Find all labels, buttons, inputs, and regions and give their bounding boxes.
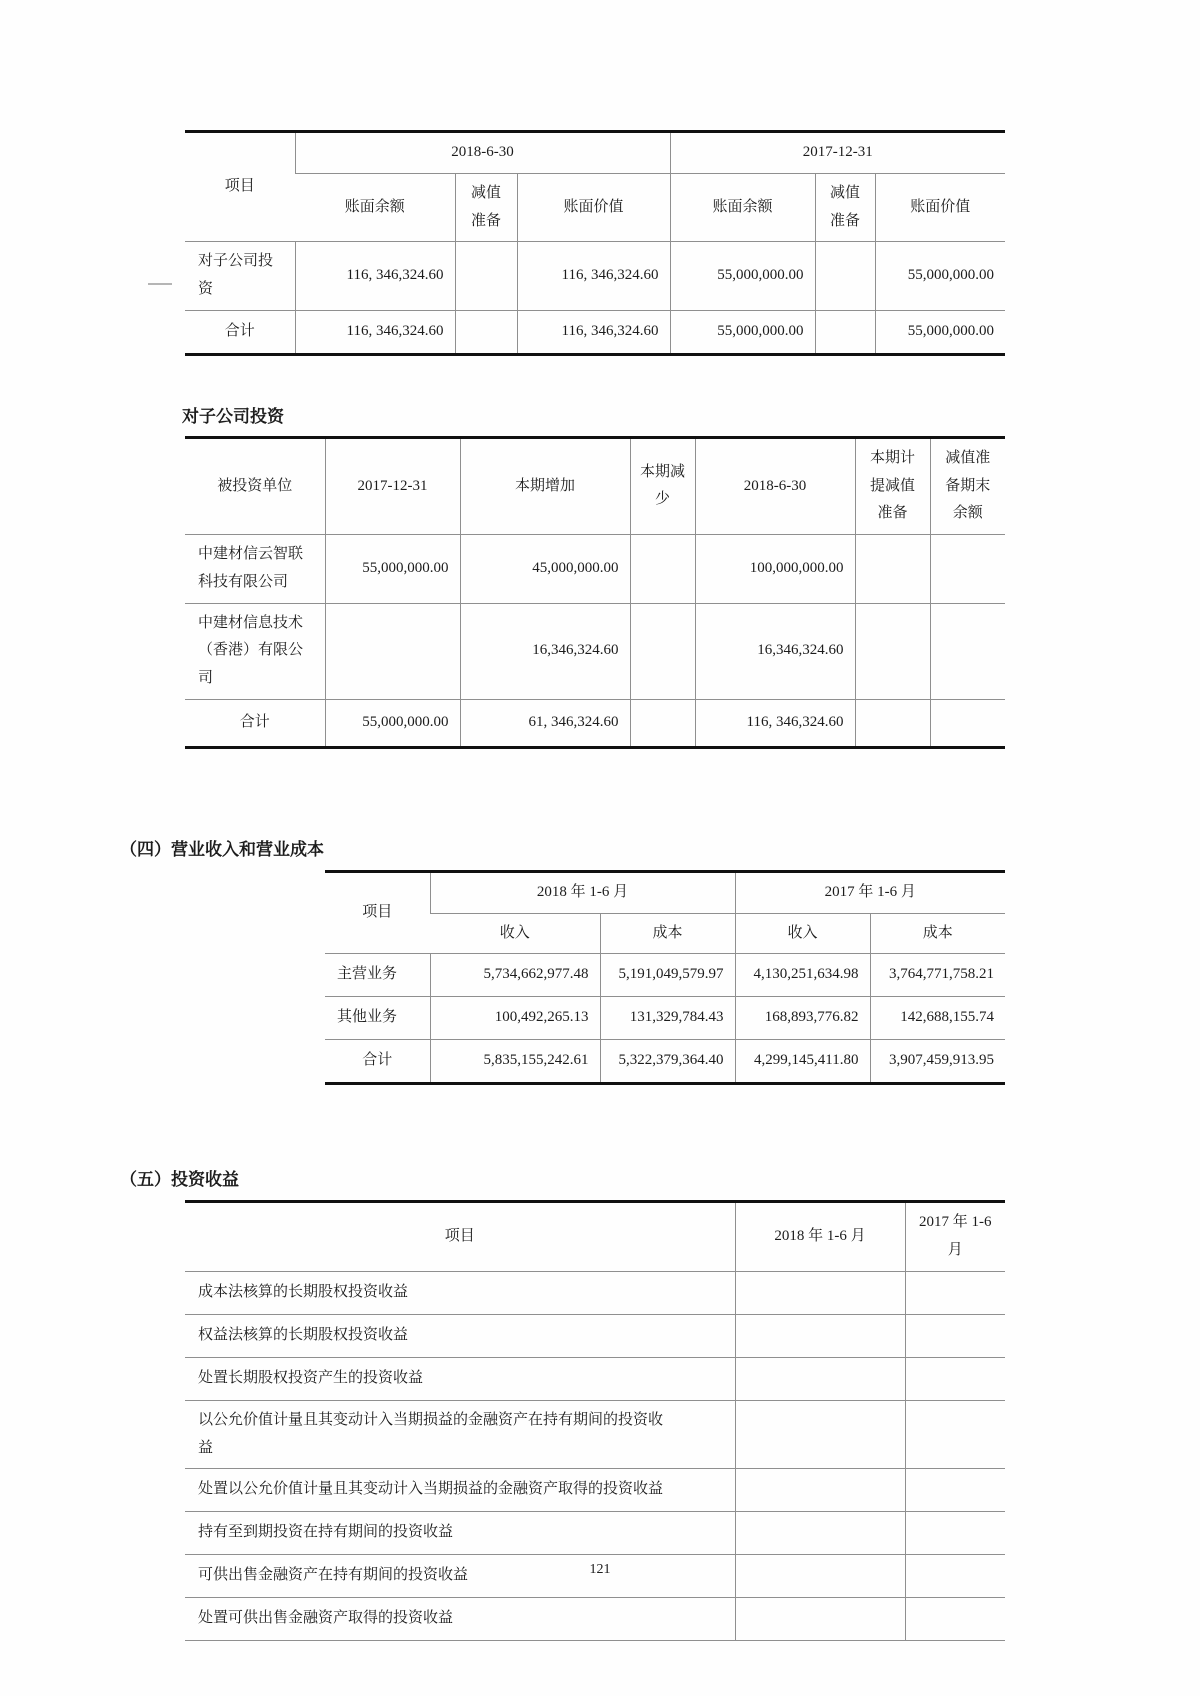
column-header-cost: 成本 bbox=[870, 913, 1005, 954]
column-header-provision-end: 减值准备期末余额 bbox=[930, 437, 1005, 534]
table-header-row bbox=[325, 871, 1005, 913]
table-row bbox=[185, 242, 1005, 311]
column-header-period-2018: 2018 年 1-6 月 bbox=[430, 871, 735, 913]
value-cell: 100,000,000.00 bbox=[695, 535, 855, 604]
row-label: 主营业务 bbox=[325, 954, 430, 997]
value-cell bbox=[905, 1357, 1005, 1400]
table-header-row bbox=[185, 132, 1005, 174]
value-cell: 55,000,000.00 bbox=[875, 310, 1005, 354]
value-cell: 55,000,000.00 bbox=[875, 242, 1005, 311]
table-row bbox=[185, 603, 1005, 699]
value-cell bbox=[630, 535, 695, 604]
value-cell: 55,000,000.00 bbox=[670, 242, 815, 311]
row-label: 成本法核算的长期股权投资收益 bbox=[185, 1271, 735, 1314]
row-label: 合计 bbox=[325, 1040, 430, 1084]
scan-artifact-dash bbox=[148, 283, 172, 285]
value-cell bbox=[855, 535, 930, 604]
table-row bbox=[185, 1357, 1005, 1400]
column-header-period-2017: 2017 年 1-6 月 bbox=[905, 1202, 1005, 1272]
value-cell bbox=[735, 1400, 905, 1469]
value-cell: 116, 346,324.60 bbox=[295, 242, 455, 311]
value-cell bbox=[815, 310, 875, 354]
table-row bbox=[185, 1400, 1005, 1469]
value-cell: 16,346,324.60 bbox=[460, 603, 630, 699]
page-number: 121 bbox=[589, 1562, 611, 1577]
row-label: 可供出售金融资产在持有期间的投资收益 bbox=[185, 1555, 735, 1598]
value-cell: 116, 346,324.60 bbox=[517, 310, 670, 354]
value-cell bbox=[735, 1271, 905, 1314]
value-cell bbox=[455, 310, 517, 354]
value-cell: 55,000,000.00 bbox=[670, 310, 815, 354]
value-cell bbox=[735, 1512, 905, 1555]
column-header-book-balance: 账面余额 bbox=[670, 173, 815, 242]
value-cell bbox=[855, 699, 930, 747]
table-subheader-row bbox=[185, 173, 1005, 242]
table-row bbox=[325, 954, 1005, 997]
value-cell bbox=[905, 1598, 1005, 1641]
value-cell bbox=[930, 603, 1005, 699]
value-cell: 5,734,662,977.48 bbox=[430, 954, 600, 997]
row-label: 中建材信息技术（香港）有限公司 bbox=[185, 603, 325, 699]
value-cell bbox=[905, 1400, 1005, 1469]
value-cell: 131,329,784.43 bbox=[600, 997, 735, 1040]
value-cell: 55,000,000.00 bbox=[325, 699, 460, 747]
column-header-decrease: 本期减少 bbox=[630, 437, 695, 534]
table-header-row bbox=[185, 1202, 1005, 1272]
revenue-cost-table bbox=[325, 870, 1005, 1086]
value-cell: 3,764,771,758.21 bbox=[870, 954, 1005, 997]
investment-summary-table bbox=[185, 130, 1005, 356]
value-cell bbox=[905, 1314, 1005, 1357]
column-header-period-2018: 2018-6-30 bbox=[295, 132, 670, 174]
table-row bbox=[185, 1512, 1005, 1555]
value-cell bbox=[905, 1512, 1005, 1555]
value-cell: 142,688,155.74 bbox=[870, 997, 1005, 1040]
value-cell: 116, 346,324.60 bbox=[295, 310, 455, 354]
value-cell bbox=[325, 603, 460, 699]
row-label: 处置以公允价值计量且其变动计入当期损益的金融资产取得的投资收益 bbox=[185, 1469, 735, 1512]
value-cell: 168,893,776.82 bbox=[735, 997, 870, 1040]
value-cell: 45,000,000.00 bbox=[460, 535, 630, 604]
value-cell: 116, 346,324.60 bbox=[517, 242, 670, 311]
value-cell bbox=[905, 1271, 1005, 1314]
section-title-revenue: （四）营业收入和营业成本 bbox=[120, 839, 324, 859]
column-header-book-balance: 账面余额 bbox=[295, 173, 455, 242]
row-label: 以公允价值计量且其变动计入当期损益的金融资产在持有期间的投资收益 bbox=[185, 1400, 735, 1469]
value-cell: 5,835,155,242.61 bbox=[430, 1040, 600, 1084]
table-row bbox=[185, 1598, 1005, 1641]
value-cell bbox=[930, 699, 1005, 747]
value-cell: 16,346,324.60 bbox=[695, 603, 855, 699]
column-header-provision: 本期计提减值准备 bbox=[855, 437, 930, 534]
column-header-cost: 成本 bbox=[600, 913, 735, 954]
row-label: 中建材信云智联科技有限公司 bbox=[185, 535, 325, 604]
column-header-begin: 2017-12-31 bbox=[325, 437, 460, 534]
column-header-income: 收入 bbox=[430, 913, 600, 954]
column-header-end: 2018-6-30 bbox=[695, 437, 855, 534]
column-header-item: 项目 bbox=[362, 904, 393, 921]
column-header-impairment: 减值准备 bbox=[815, 173, 875, 242]
row-label: 权益法核算的长期股权投资收益 bbox=[185, 1314, 735, 1357]
table-row bbox=[185, 1469, 1005, 1512]
table-header-row bbox=[185, 437, 1005, 534]
value-cell: 5,322,379,364.40 bbox=[600, 1040, 735, 1084]
column-header-income: 收入 bbox=[735, 913, 870, 954]
column-header-period-2017: 2017-12-31 bbox=[670, 132, 1005, 174]
value-cell bbox=[735, 1314, 905, 1357]
column-header-investee: 被投资单位 bbox=[217, 477, 293, 494]
value-cell bbox=[815, 242, 875, 311]
row-label: 合计 bbox=[185, 310, 295, 354]
value-cell bbox=[630, 699, 695, 747]
value-cell bbox=[855, 603, 930, 699]
value-cell bbox=[735, 1598, 905, 1641]
table-total-row bbox=[185, 699, 1005, 747]
table-row bbox=[185, 1271, 1005, 1314]
value-cell: 100,492,265.13 bbox=[430, 997, 600, 1040]
column-header-book-value: 账面价值 bbox=[517, 173, 670, 242]
row-label: 合计 bbox=[185, 699, 325, 747]
value-cell: 116, 346,324.60 bbox=[695, 699, 855, 747]
column-header-item: 项目 bbox=[444, 1228, 475, 1245]
value-cell bbox=[735, 1469, 905, 1512]
table-total-row bbox=[325, 1040, 1005, 1084]
value-cell bbox=[905, 1469, 1005, 1512]
row-label: 处置长期股权投资产生的投资收益 bbox=[185, 1357, 735, 1400]
value-cell bbox=[735, 1357, 905, 1400]
value-cell bbox=[630, 603, 695, 699]
column-header-increase: 本期增加 bbox=[460, 437, 630, 534]
column-header-period-2018: 2018 年 1-6 月 bbox=[735, 1202, 905, 1272]
table-total-row bbox=[185, 310, 1005, 354]
table-row bbox=[185, 1314, 1005, 1357]
column-header-item: 项目 bbox=[224, 178, 255, 195]
subsection-title-subsidiary: 对子公司投资 bbox=[182, 406, 284, 426]
value-cell bbox=[930, 535, 1005, 604]
table-row bbox=[325, 997, 1005, 1040]
section-title-investment-income: （五）投资收益 bbox=[120, 1170, 239, 1190]
value-cell: 61, 346,324.60 bbox=[460, 699, 630, 747]
value-cell bbox=[455, 242, 517, 311]
row-label: 其他业务 bbox=[325, 997, 430, 1040]
value-cell: 55,000,000.00 bbox=[325, 535, 460, 604]
row-label: 持有至到期投资在持有期间的投资收益 bbox=[185, 1512, 735, 1555]
value-cell: 4,130,251,634.98 bbox=[735, 954, 870, 997]
value-cell: 4,299,145,411.80 bbox=[735, 1040, 870, 1084]
value-cell: 3,907,459,913.95 bbox=[870, 1040, 1005, 1084]
table-row bbox=[185, 535, 1005, 604]
column-header-period-2017: 2017 年 1-6 月 bbox=[735, 871, 1005, 913]
value-cell: 5,191,049,579.97 bbox=[600, 954, 735, 997]
column-header-impairment: 减值准备 bbox=[455, 173, 517, 242]
column-header-book-value: 账面价值 bbox=[875, 173, 1005, 242]
subsidiary-detail-table bbox=[185, 436, 1005, 749]
row-label: 对子公司投资 bbox=[185, 242, 295, 311]
row-label: 处置可供出售金融资产取得的投资收益 bbox=[185, 1598, 735, 1641]
